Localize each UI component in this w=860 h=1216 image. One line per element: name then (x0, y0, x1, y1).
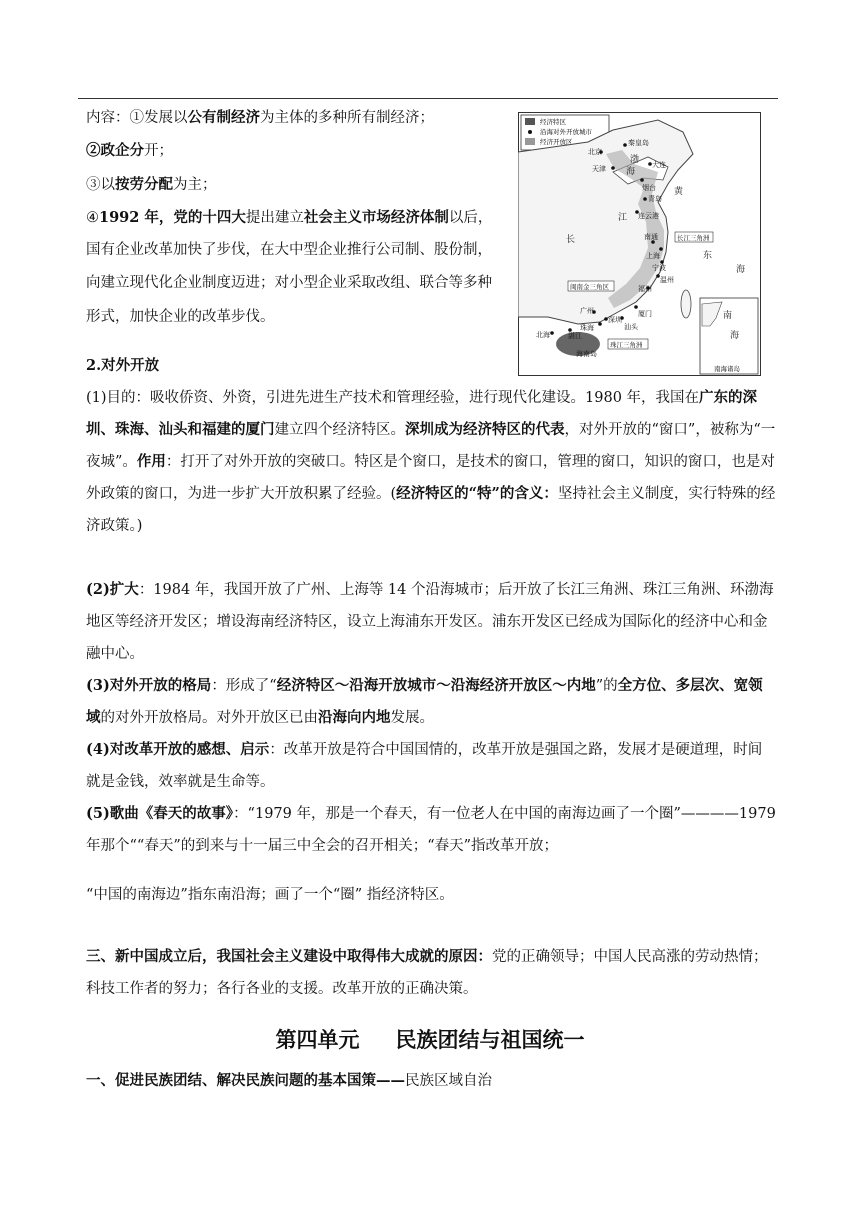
legend-zone-swatch (525, 138, 535, 145)
section2-heading: 2.对外开放 (86, 357, 160, 374)
city-zhanjiang: 湛江 (568, 332, 582, 340)
section2-song-tail: “中国的南海边”指东南沿海；画了一个“圈” 指经济特区。 (86, 887, 454, 903)
legend-city-swatch (528, 130, 532, 134)
city-yantai: 烟台 (642, 184, 656, 192)
legend-sez-swatch (525, 118, 535, 125)
city-beihai: 北海 (536, 331, 550, 339)
item-3: ③以按劳分配为主； (86, 176, 217, 193)
svg-text:南: 南 (723, 311, 733, 321)
city-xiamen: 厦门 (638, 310, 652, 318)
open-cities-map (518, 112, 761, 376)
legend-sez: 经济特区 (540, 118, 566, 126)
zone-pearl: 珠江三角洲 (610, 341, 643, 349)
section2-reflection: (4)对改革开放的感想、启示：改革开放是符合中国国情的，改革开放是强国之路，发展才是硬道理，时间就是金钱，效率就是生命等。 (86, 741, 763, 790)
label-hainan: 海南岛 (576, 350, 597, 358)
zone-yangtze: 长江三角洲 (677, 234, 710, 242)
svg-text:东: 东 (703, 251, 713, 261)
city-beijing: 北京 (588, 148, 602, 156)
city-zhuhai: 珠海 (580, 324, 594, 332)
svg-text:海: 海 (736, 265, 746, 275)
unit4-subheading: 一、促进民族团结、解决民族问题的基本国策——民族区域自治 (86, 1072, 492, 1089)
city-qingdao: 青岛 (648, 195, 662, 203)
section2-purpose: (1)目的：吸收侨资、外资，引进先进生产技术和管理经验，进行现代化建设。1980 年，我国在广东的深圳、珠海、汕头和福建的厦门建立四个经济特区。深圳成为经济特区的代表，对外开放的“窗口”，被称为“一夜城”。作用：打开了对外开放的突破口。特区是个窗口，是技术的窗口，管理的窗口，知识的窗口，也是对外政策的窗口，为进一步扩大开放积累了经验。(经济特区的“特”的含义：坚持社会主义制度，实行特殊的经济政策。) (86, 389, 776, 534)
zone-minnan: 闽南金三角区 (570, 283, 609, 291)
city-tianjin: 天津 (592, 165, 606, 173)
city-shantou: 汕头 (624, 323, 638, 331)
city-wenzhou: 温州 (660, 276, 674, 284)
city-qinhuangdao: 秦皇岛 (628, 139, 649, 147)
legend-city: 沿海对外开放城市 (540, 128, 592, 136)
header-rule (78, 98, 778, 99)
section3: 三、新中国成立后，我国社会主义建设中取得伟大成就的原因：党的正确领导；中国人民高涨的劳动热情；科技工作者的努力；各行各业的支援。改革开放的正确决策。 (86, 948, 768, 997)
svg-text:海: 海 (730, 331, 740, 341)
item-4-line-4: 形式，加快企业的改革步伐。 (86, 309, 275, 325)
svg-text:渤: 渤 (630, 155, 640, 165)
city-fuzhou: 福州 (638, 285, 652, 293)
city-shanghai: 上海 (646, 252, 660, 260)
svg-text:黄: 黄 (674, 187, 684, 197)
city-dalian: 大连 (652, 161, 666, 169)
section2-expand: (2)扩大：1984 年，我国开放了广州、上海等 14 个沿海城市；后开放了长江三角洲、珠江三角洲、环渤海地区等经济开发区；增设海南经济特区，设立上海浦东开发区。浦东开发区已经成为国际化的经济中心和金融中心。 (86, 581, 774, 662)
content-line: 内容：①发展以公有制经济为主体的多种所有制经济； (86, 109, 434, 126)
section2-pattern: (3)对外开放的格局：形成了“经济特区～沿海开放城市～沿海经济开放区～内地”的全方位、多层次、宽领域的对外开放格局。对外开放区已由沿海向内地发展。 (86, 677, 763, 726)
item-4: ④1992 年，党的十四大提出建立社会主义市场经济体制以后， (86, 209, 493, 226)
city-lianyungang: 连云港 (638, 212, 659, 220)
svg-text:长: 长 (566, 235, 576, 245)
unit4-title: 第四单元 民族团结与祖国统一 (275, 1027, 585, 1052)
city-nantong: 南通 (644, 233, 658, 241)
city-shenzhen: 深圳 (608, 316, 622, 324)
item-4-line-3: 向建立现代化企业制度迈进；对小型企业采取改组、联合等多种 (86, 275, 492, 291)
city-guangzhou: 广州 (580, 307, 594, 315)
city-ningbo: 宁波 (652, 264, 666, 272)
svg-text:江: 江 (618, 213, 628, 223)
item-2: ②政企分开； (86, 142, 173, 159)
inset-label: 南海诸岛 (714, 365, 740, 373)
section2-song: (5)歌曲《春天的故事》：“1979 年，那是一个春天，有一位老人在中国的南海边画了一个圈”————1979 年那个““春天”的到来与十一届三中全会的召开相关；“春天”指改革开放； (86, 805, 776, 854)
svg-text:海: 海 (626, 167, 636, 177)
item-4-line-2: 国有企业改革加快了步伐，在大中型企业推行公司制、股份制， (86, 242, 492, 258)
legend-zone: 经济开放区 (540, 138, 573, 146)
